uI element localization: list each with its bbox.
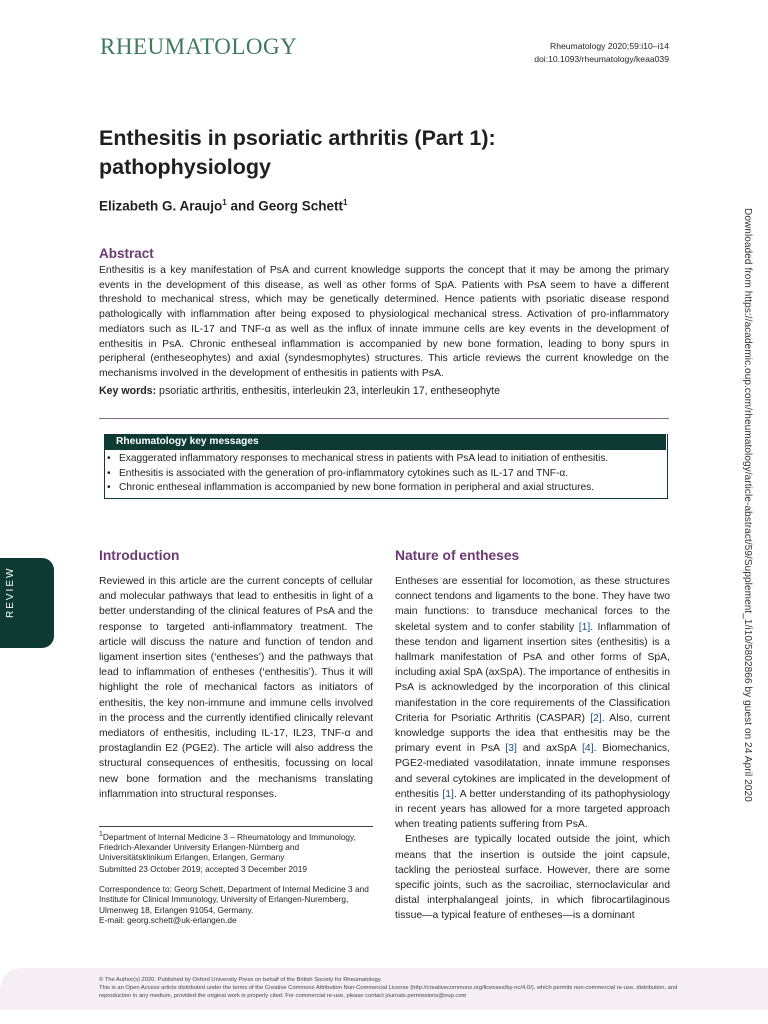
reference-link[interactable]: [1] — [442, 788, 454, 800]
nature-heading: Nature of entheses — [395, 548, 520, 563]
nature-text — [395, 574, 670, 924]
divider — [99, 418, 669, 419]
keywords-list: psoriatic arthritis, enthesitis, interleukin 23, interleukin 17, entheseophyte — [156, 385, 501, 397]
footnote-divider — [99, 826, 373, 827]
introduction-heading: Introduction — [99, 548, 180, 563]
reference-link[interactable]: [2] — [590, 712, 602, 724]
affiliation-marker: 1 — [222, 198, 227, 207]
correspondence-text: Correspondence to: Georg Schett, Department of Internal Medicine 3 and Institute for Clinical Immunology, University of Erlangen-Nuremberg, Ulmenweg 18, Erlangen 91054, Germany. — [99, 884, 369, 915]
paragraph — [395, 574, 670, 832]
key-message-item: • Enthesitis is associated with the generation of pro-inflammatory cytokines such as IL-17 and TNF-α. — [104, 467, 660, 482]
reference-link[interactable]: [4] — [582, 743, 594, 755]
key-message-item: • Exaggerated inflammatory responses to mechanical stress in patients with PsA lead to initiation of enthesitis. — [104, 452, 660, 467]
journal-logo: RHEUMATOLOGY — [100, 34, 298, 59]
citation: Rheumatology 2020;59:i10–i14 — [550, 41, 669, 51]
affiliation-marker: 1 — [343, 198, 348, 207]
key-message-item: • Chronic entheseal inflammation is accompanied by new bone formation in peripheral and axial structures. — [104, 481, 660, 496]
doi[interactable]: doi:10.1093/rheumatology/keaa039 — [534, 54, 669, 64]
text-run: . Inflammation of these tendon and ligament insertion sites (enthesitis) is a hallmark manifestation of PsA and other forms of SpA, including axial SpA (axSpA). The importance of enthesitis in PsA is acknowledged by the incorporation of this clinical manifestation in the core requirements of the Classification Criteria for Psoriatic Arthritis (CASPAR) — [395, 621, 670, 724]
text-run: . Biomechanics, PGE2-mediated vasodilatation, innate immune responses and several cytokines are implicated in the development of enthesitis — [395, 743, 670, 800]
abstract-text: Enthesitis is a key manifestation of PsA and current knowledge supports the concept that it may be among the primary events in the development of this disease, as well as other forms of SpA. Patients with PsA seem to have a different threshold to mechanical stress, which may be genetically determined. Hence patients with psoriatic disease respond pathologically with inflammation after being exposed to physiological mechanical stress. Activation of pro-inflammatory mediators such as IL-17 and TNF-α as well as the influx of innate immune cells are key events in the development of enthesitis in PsA. Chronic entheseal inflammation is accompanied by new bone formation, leading to bony spurs in peripheral (entheseophytes) and axial (syndesmophytes) structures. This article reviews the current knowledge on the mechanisms involved in the development of enthesitis in patients with PsA. — [99, 265, 669, 379]
reference-link[interactable]: [1] — [578, 621, 591, 633]
authors — [99, 198, 347, 214]
text-run: . Also, current knowledge supports the idea that enthesitis may be the primary event in PsA — [395, 712, 670, 755]
affiliation-text: Department of Internal Medicine 3 – Rheumatology and Immunology, Friedrich-Alexander University Erlangen-Nürnberg and Universitätsklinikum Erlangen, Erlangen, Germany — [99, 831, 356, 863]
author-name: Elizabeth G. Araujo — [99, 198, 223, 214]
review-tab-label: REVIEW — [5, 566, 16, 618]
text-run: . A better understanding of its pathophysiology in recent years has allowed for a more targeted approach when treating patients suffering from PsA. — [395, 788, 670, 831]
reference-link[interactable]: [3] — [505, 743, 517, 755]
correspondence — [99, 884, 373, 925]
paragraph: Entheses are typically located outside the joint, which means that the insertion is outside the joint capsule, tackling the periosteal surface. However, there are some specific joints, such as the sacroiliac, sternoclavicular and distal interphalangeal joints, in which fibrocartilaginous tissue—a typical feature of entheses—is a dominant — [395, 834, 670, 922]
abstract-heading: Abstract — [99, 246, 154, 261]
keywords-label: Key words: — [99, 385, 157, 397]
affiliation-footnote — [99, 830, 373, 863]
download-note-text[interactable]: Downloaded from https://academic.oup.com/rheumatology/article-abstract/59/Supplement_1/i10/5802866 by guest on 24 April 2020 — [742, 208, 753, 802]
affiliation-marker: 1 — [99, 831, 103, 838]
email[interactable]: E-mail: georg.schett@uk-erlangen.de — [99, 914, 237, 925]
license-text — [99, 976, 679, 1000]
author-name: and Georg Schett — [226, 198, 344, 214]
submission-dates: Submitted 23 October 2019; accepted 3 December 2019 — [99, 864, 308, 874]
key-messages-heading — [104, 434, 666, 450]
key-messages-title: Rheumatology key messages — [116, 436, 259, 447]
copyright-line: © The Author(s) 2020. Published by Oxford University Press on behalf of the British Society for Rheumatology. — [99, 977, 382, 983]
text-run: and axSpA — [516, 743, 583, 755]
introduction-text: Reviewed in this article are the current concepts of cellular and molecular pathways that lead to enthesitis in light of a better understanding of the clinical features of PsA and the response to targeted anti-inflammatory treatment. The article will discuss the nature and function of tendon and ligament insertion sites (‘entheses’) and the pathways that lead to inflammation of entheses (‘enthesitis’). Thus it will highlight the role of mechanical factors as initiators of enthesitis, the key non-immune and immune cells involved in the process and the currently identified clinically relevant mediators of enthesitis, including IL-17, IL23, TNF-α and prostaglandin E2 (PGE2). The article will also address the structural consequences of enthesitis, focussing on local new bone formation and the mechanisms translating inflammation into structural responses. — [99, 576, 373, 800]
text-run: Entheses are essential for locomotion, as these structures connect tendons and ligaments to the bone. They have two main functions: to transduce mechanical forces to the skeletal system and to confer stability — [395, 576, 670, 633]
keywords — [99, 385, 669, 397]
citation-block — [534, 40, 669, 66]
license-line: This is an Open Access article distributed under the terms of the Creative Commons Attribution Non-Commercial License (http://creativecommons.org/licenses/by-nc/4.0/), which permits non-commercial re-use, distribution, and reproduction in any medium, provided the original work is properly cited. For commercial re-use, please contact journals.permissions@oup.com — [99, 985, 678, 999]
key-messages-list — [104, 452, 660, 496]
article-title: Enthesitis in psoriatic arthritis (Part 1): pathophysiology — [99, 126, 496, 179]
